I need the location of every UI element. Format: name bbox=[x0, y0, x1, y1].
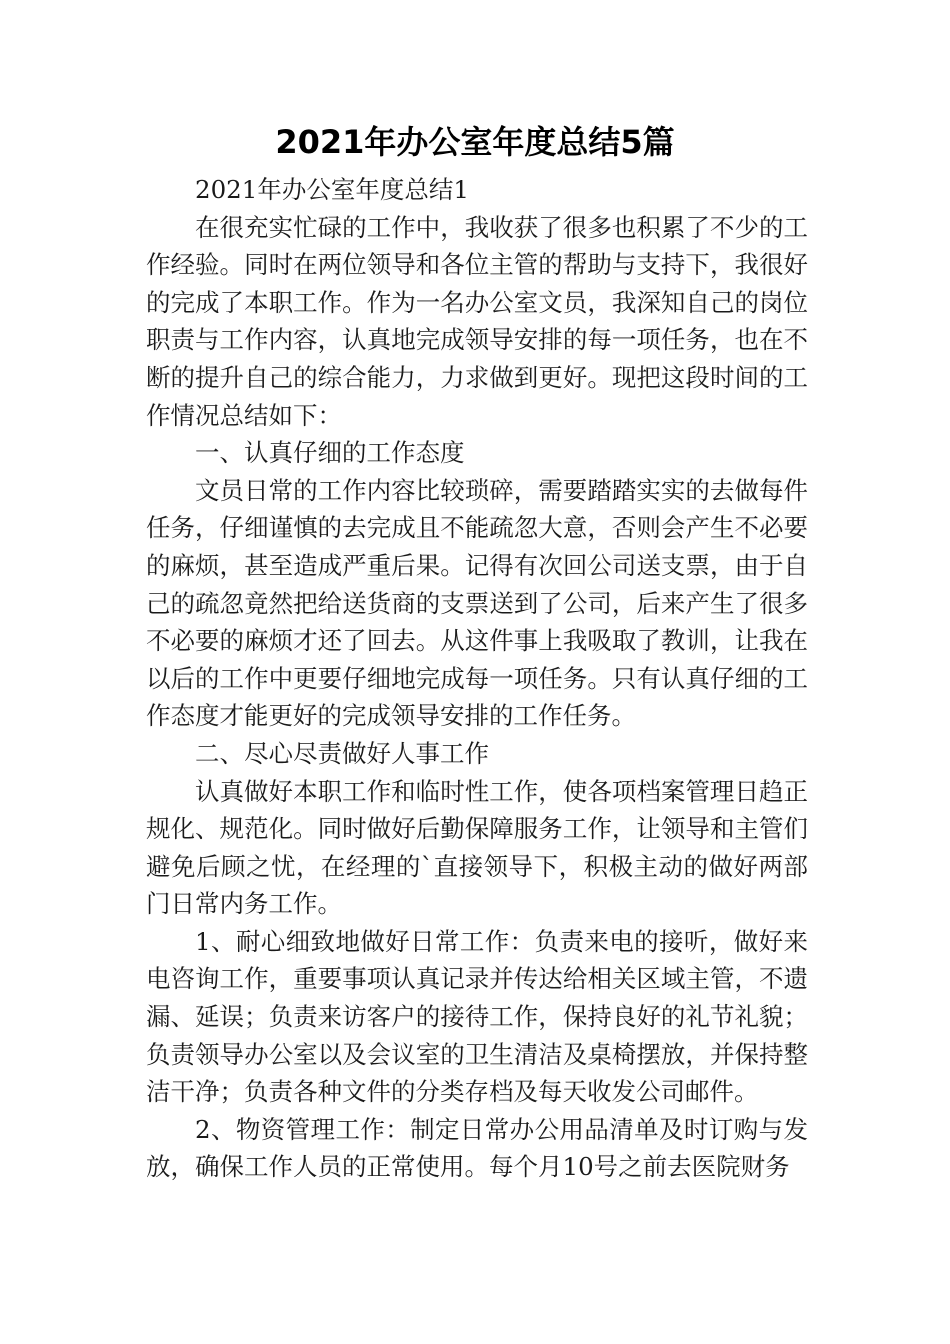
document-title: 2021年办公室年度总结5篇 bbox=[275, 123, 675, 161]
paragraph: 认真做好本职工作和临时性工作，使各项档案管理日趋正规化、规范化。同时做好后勤保障服务工作，让领导和主管们避免后顾之忧，在经理的`直接领导下，积极主动的做好两部门日常内务工作。 bbox=[146, 776, 808, 919]
paragraph: 2、物资管理工作：制定日常办公用品清单及时订购与发放，确保工作人员的正常使用。每个月10号之前去医院财务 bbox=[146, 1114, 808, 1182]
subheading: 一、认真仔细的工作态度 bbox=[195, 438, 465, 468]
paragraph: 在很充实忙碌的工作中，我收获了很多也积累了不少的工作经验。同时在两位领导和各位主管的帮助与支持下，我很好的完成了本职工作。作为一名办公室文员，我深知自己的岗位职责与工作内容，认真地完成领导安排的每一项任务，也在不断的提升自己的综合能力，力求做到更好。现把这段时间的工作情况总结如下： bbox=[146, 212, 808, 430]
paragraph: 1、耐心细致地做好日常工作：负责来电的接听，做好来电咨询工作，重要事项认真记录并传达给相关区域主管，不遗漏、延误；负责来访客户的接待工作，保持良好的礼节礼貌；负责领导办公室以及会议室的卫生清洁及桌椅摆放，并保持整洁干净；负责各种文件的分类存档及每天收发公司邮件。 bbox=[146, 926, 808, 1107]
section-heading: 2021年办公室年度总结1 bbox=[195, 175, 469, 204]
subheading: 二、尽心尽责做好人事工作 bbox=[195, 738, 489, 768]
document-body bbox=[146, 171, 808, 1186]
paragraph: 文员日常的工作内容比较琐碎，需要踏踏实实的去做每件任务，仔细谨慎的去完成且不能疏忽大意，否则会产生不必要的麻烦，甚至造成严重后果。记得有次回公司送支票，由于自己的疏忽竟然把给送货商的支票送到了公司，后来产生了很多不必要的麻烦才还了回去。从这件事上我吸取了教训，让我在以后的工作中更要仔细地完成每一项任务。只有认真仔细的工作态度才能更好的完成领导安排的工作任务。 bbox=[146, 475, 808, 731]
